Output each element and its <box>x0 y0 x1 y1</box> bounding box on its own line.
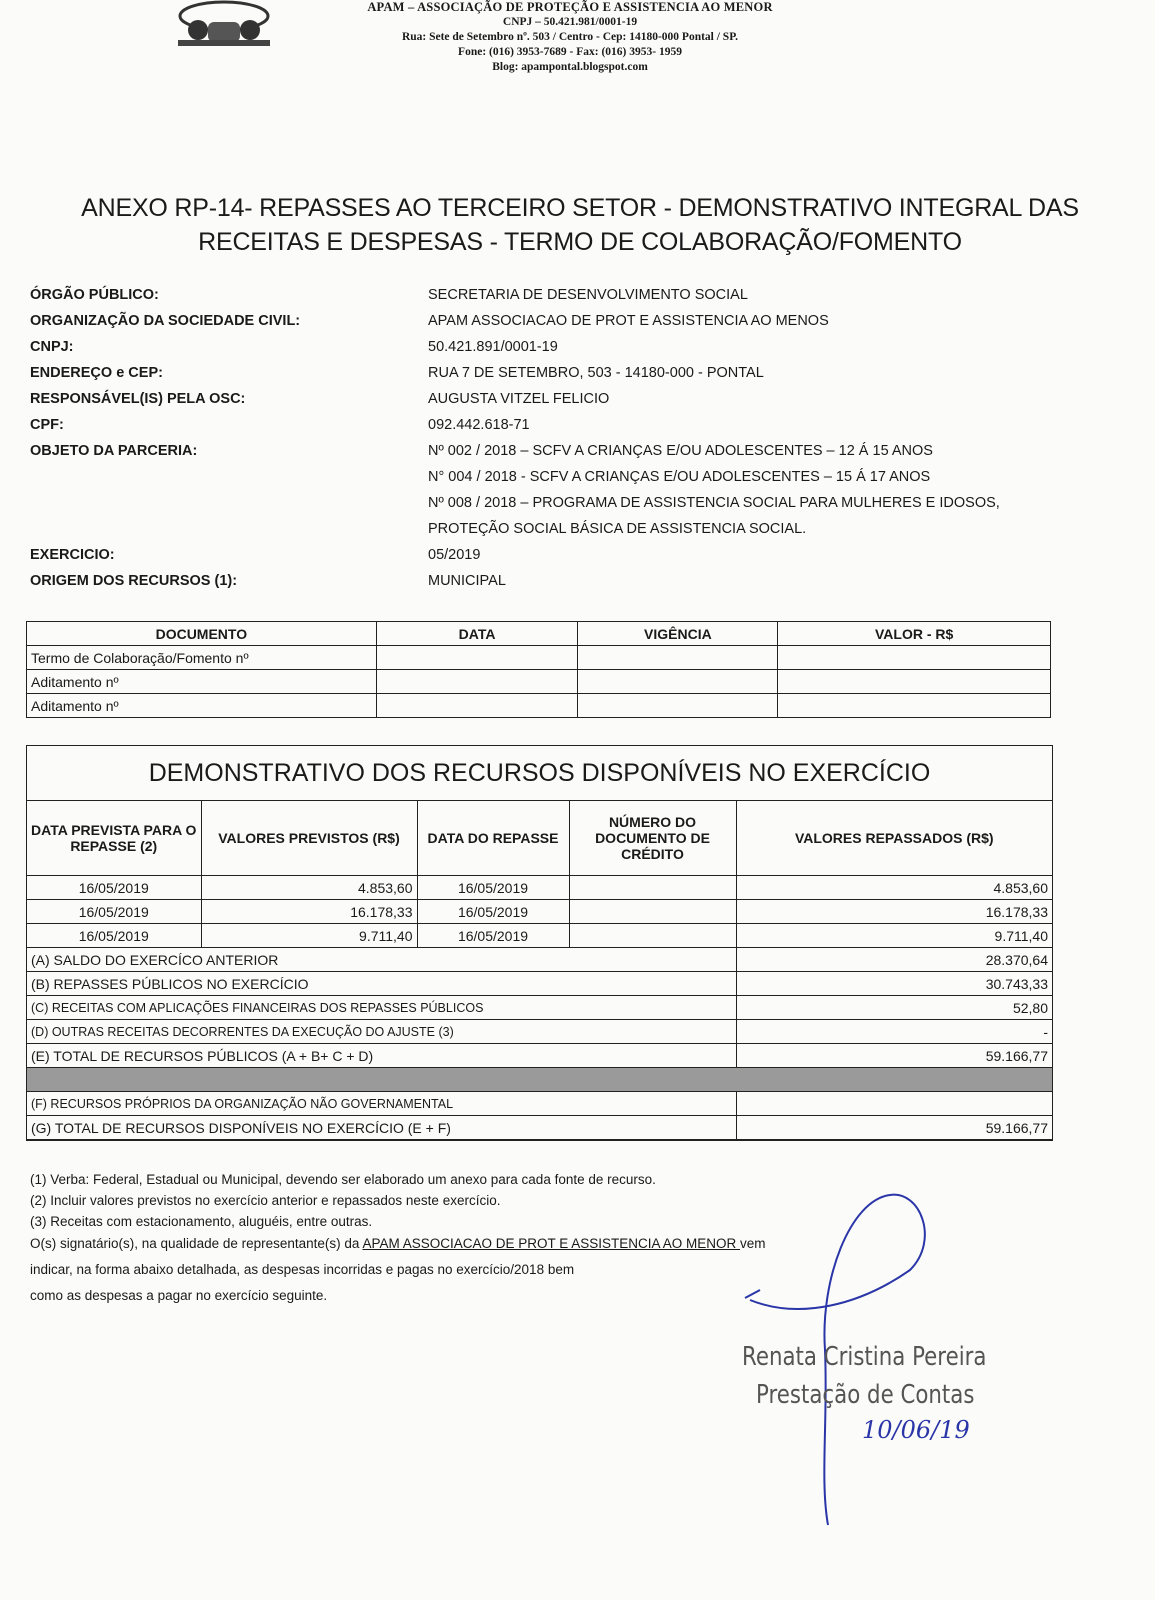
summary-g-label: (G) TOTAL DE RECURSOS DISPONÍVEIS NO EXERCÍCIO (E + F) <box>27 1116 736 1140</box>
origem-value: MUNICIPAL <box>428 573 506 589</box>
summary-f-label: (F) RECURSOS PRÓPRIOS DA ORGANIZAÇÃO NÃO GOVERNAMENTAL <box>27 1092 736 1116</box>
valor-previsto-cell: 16.178,33 <box>201 900 417 924</box>
summary-row-b <box>27 972 1052 996</box>
osc-label: ORGANIZAÇÃO DA SOCIEDADE CIVIL: <box>30 313 301 329</box>
summary-d-value: - <box>736 1020 1052 1044</box>
table-row <box>27 900 1052 924</box>
info-responsavel <box>30 391 1120 417</box>
col-documento: DOCUMENTO <box>27 622 377 646</box>
table-row <box>27 670 1051 694</box>
data-repasse-cell: 16/05/2019 <box>417 900 569 924</box>
endereco-label: ENDEREÇO e CEP: <box>30 365 163 381</box>
info-exercicio <box>30 547 1120 573</box>
info-cpf <box>30 417 1120 443</box>
footnote-3: (3) Receitas com estacionamento, aluguéis, entre outras. <box>30 1214 373 1229</box>
cpf-label: CPF: <box>30 417 64 433</box>
endereco-value: RUA 7 DE SETEMBRO, 503 - 14180-000 - PONTAL <box>428 365 764 381</box>
empty-cell <box>778 670 1051 694</box>
col-valores-repassados: VALORES REPASSADOS (R$) <box>736 801 1052 876</box>
doc-cell: Aditamento nº <box>27 694 377 718</box>
valor-repassado-cell: 16.178,33 <box>736 900 1052 924</box>
info-objeto <box>30 443 1120 469</box>
col-valores-previstos: VALORES PREVISTOS (R$) <box>201 801 417 876</box>
info-objeto-3 <box>30 495 1120 521</box>
document-table <box>26 621 1051 718</box>
col-numero-documento: NÚMERO DO DOCUMENTO DE CRÉDITO <box>569 801 736 876</box>
footnote-2: (2) Incluir valores previstos no exercício anterior e repassados neste exercício. <box>30 1193 501 1208</box>
data-prevista-cell: 16/05/2019 <box>27 900 201 924</box>
table-row <box>27 694 1051 718</box>
data-prevista-cell: 16/05/2019 <box>27 876 201 900</box>
org-blog: Blog: apampontal.blogspot.com <box>492 61 648 73</box>
summary-c-label: (C) RECEITAS COM APLICAÇÕES FINANCEIRAS DOS REPASSES PÚBLICOS <box>27 996 736 1020</box>
shaded-cell <box>27 1068 1052 1092</box>
exercicio-label: EXERCICIO: <box>30 547 115 563</box>
summary-a-label: (A) SALDO DO EXERCÍCO ANTERIOR <box>27 948 736 972</box>
footnote-1: (1) Verba: Federal, Estadual ou Municipal, devendo ser elaborado um anexo para cada fonte de recurso. <box>30 1172 656 1187</box>
info-objeto-4 <box>30 521 1120 547</box>
summary-b-value: 30.743,33 <box>736 972 1052 996</box>
col-valor: VALOR - R$ <box>778 622 1051 646</box>
exercicio-value: 05/2019 <box>428 547 481 563</box>
demonstrativo-header <box>27 801 1052 876</box>
data-prevista-cell: 16/05/2019 <box>27 924 201 948</box>
demonstrativo-title: DEMONSTRATIVO DOS RECURSOS DISPONÍVEIS NO EXERCÍCIO <box>27 746 1052 801</box>
summary-row-g <box>27 1116 1052 1140</box>
cnpj-value: 50.421.891/0001-19 <box>428 339 558 355</box>
empty-cell <box>376 646 578 670</box>
empty-cell <box>778 694 1051 718</box>
objeto-label: OBJETO DA PARCERIA: <box>30 443 198 459</box>
summary-row-c <box>27 996 1052 1020</box>
col-data-repasse: DATA DO REPASSE <box>417 801 569 876</box>
table-row <box>27 924 1052 948</box>
data-repasse-cell: 16/05/2019 <box>417 876 569 900</box>
origem-label: ORIGEM DOS RECURSOS (1): <box>30 573 238 589</box>
summary-b-label: (B) REPASSES PÚBLICOS NO EXERCÍCIO <box>27 972 736 996</box>
empty-cell <box>376 694 578 718</box>
responsavel-value: AUGUSTA VITZEL FELICIO <box>428 391 610 407</box>
summary-g-value: 59.166,77 <box>736 1116 1052 1140</box>
stamp-name: Renata Cristina Pereira <box>742 1342 987 1372</box>
shaded-separator-row <box>27 1068 1052 1092</box>
col-vigencia: VIGÊNCIA <box>578 622 778 646</box>
empty-cell <box>778 646 1051 670</box>
cnpj-label: CNPJ: <box>30 339 74 355</box>
info-endereco <box>30 365 1120 391</box>
empty-cell <box>376 670 578 694</box>
valor-repassado-cell: 9.711,40 <box>736 924 1052 948</box>
col-data-prevista: DATA PREVISTA PARA O REPASSE (2) <box>27 801 201 876</box>
table-row <box>27 876 1052 900</box>
summary-row-d <box>27 1020 1052 1044</box>
valor-previsto-cell: 4.853,60 <box>201 876 417 900</box>
declaration-line-2: indicar, na forma abaixo detalhada, as despesas incorridas e pagas no exercício/2018 bem <box>30 1262 575 1277</box>
info-cnpj <box>30 339 1120 365</box>
apam-logo <box>168 0 280 48</box>
stamp-role: Prestação de Contas <box>756 1380 975 1410</box>
demonstrativo-section <box>26 745 1053 1141</box>
summary-row-e <box>27 1044 1052 1068</box>
demonstrativo-table <box>27 801 1052 1140</box>
valor-repassado-cell: 4.853,60 <box>736 876 1052 900</box>
table-row <box>27 646 1051 670</box>
info-orgao <box>30 287 1120 313</box>
org-name: APAM – ASSOCIAÇÃO DE PROTEÇÃO E ASSISTENCIA AO MENOR <box>367 0 773 14</box>
summary-a-value: 28.370,64 <box>736 948 1052 972</box>
objeto-line-2: N° 004 / 2018 - SCFV A CRIANÇAS E/OU ADOLESCENTES – 15 Á 17 ANOS <box>428 469 931 485</box>
summary-row-a <box>27 948 1052 972</box>
handwritten-date: 10/06/19 <box>862 1416 970 1444</box>
summary-e-value: 59.166,77 <box>736 1044 1052 1068</box>
org-cnpj: CNPJ – 50.421.981/0001-19 <box>502 16 638 28</box>
declaration-suffix: vem <box>740 1236 766 1251</box>
info-osc <box>30 313 1120 339</box>
declaration-org: APAM ASSOCIACAO DE PROT E ASSISTENCIA AO MENOR <box>362 1236 741 1251</box>
col-data: DATA <box>376 622 578 646</box>
info-objeto-2 <box>30 469 1120 495</box>
page-title-line2: RECEITAS E DESPESAS - TERMO DE COLABORAÇÃO/FOMENTO <box>198 228 962 256</box>
declaration-line-3: como as despesas a pagar no exercício seguinte. <box>30 1288 328 1303</box>
responsavel-label: RESPONSÁVEL(IS) PELA OSC: <box>30 391 246 407</box>
valor-previsto-cell: 9.711,40 <box>201 924 417 948</box>
cpf-value: 092.442.618-71 <box>428 417 530 433</box>
orgao-value: SECRETARIA DE DESENVOLVIMENTO SOCIAL <box>428 287 748 303</box>
objeto-line-1: Nº 002 / 2018 – SCFV A CRIANÇAS E/OU ADOLESCENTES – 12 Á 15 ANOS <box>428 443 933 459</box>
declaration-prefix: O(s) signatário(s), na qualidade de representante(s) da <box>30 1236 363 1251</box>
doc-cell: Termo de Colaboração/Fomento nº <box>27 646 377 670</box>
org-address: Rua: Sete de Setembro nº. 503 / Centro - Cep: 14180-000 Pontal / SP. <box>401 31 739 43</box>
empty-cell <box>578 694 778 718</box>
summary-row-f <box>27 1092 1052 1116</box>
summary-f-value <box>736 1092 1052 1116</box>
summary-c-value: 52,80 <box>736 996 1052 1020</box>
empty-cell <box>578 670 778 694</box>
osc-value: APAM ASSOCIACAO DE PROT E ASSISTENCIA AO MENOS <box>428 313 829 329</box>
declaration-line-1 <box>30 1231 766 1257</box>
empty-cell <box>569 876 736 900</box>
objeto-line-4: PROTEÇÃO SOCIAL BÁSICA DE ASSISTENCIA SOCIAL. <box>428 521 807 537</box>
page-title-line1: ANEXO RP-14- REPASSES AO TERCEIRO SETOR - DEMONSTRATIVO INTEGRAL DAS <box>81 194 1079 222</box>
data-repasse-cell: 16/05/2019 <box>417 924 569 948</box>
info-origem <box>30 573 1120 599</box>
summary-d-label: (D) OUTRAS RECEITAS DECORRENTES DA EXECUÇÃO DO AJUSTE (3) <box>27 1020 736 1044</box>
doc-cell: Aditamento nº <box>27 670 377 694</box>
summary-e-label: (E) TOTAL DE RECURSOS PÚBLICOS (A + B+ C + D) <box>27 1044 736 1068</box>
document-table-header <box>27 622 1051 646</box>
orgao-label: ÓRGÃO PÚBLICO: <box>30 287 159 303</box>
empty-cell <box>578 646 778 670</box>
objeto-line-3: Nº 008 / 2018 – PROGRAMA DE ASSISTENCIA SOCIAL PARA MULHERES E IDOSOS, <box>428 495 1000 511</box>
empty-cell <box>569 924 736 948</box>
org-phone: Fone: (016) 3953-7689 - Fax: (016) 3953- 1959 <box>458 46 682 58</box>
empty-cell <box>569 900 736 924</box>
